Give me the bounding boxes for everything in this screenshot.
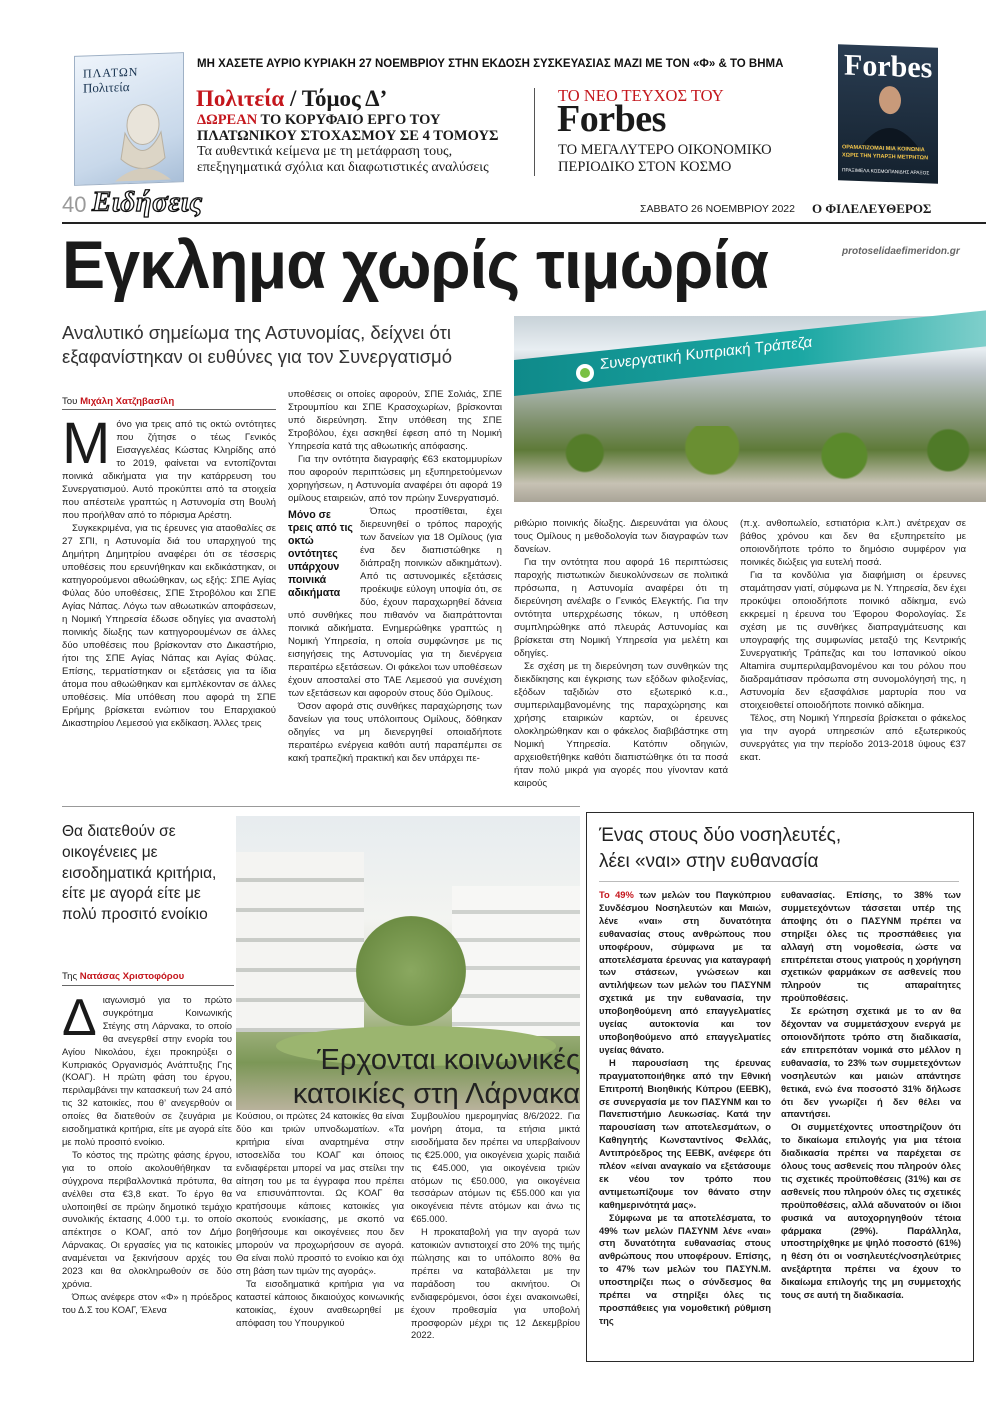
bank-building-photo [514,316,986,502]
social-housing-render [236,816,580,1110]
main-col4-p1: (π.χ. ανθοπωλείο, εστιατόρια κ.λπ.) ανέτρεχαν σε βάθος χρόνου και δεν θα εξυπηρετείτο με οποιονδήποτε τρόπο το δημόσιο συμφέρον για ποινικές διώξεις για ευτελή ποσά. [740,518,966,568]
main-col3-p2: Για την οντότητα που αφορά 16 περιπτώσεις παροχής πιστωτικών διευκολύνσεων σε πολιτικά πρόσωπα, η Αστυνομία αναφέρει ότι τη διερεύνηση ανέλαβε ο Γενικός Ελεγκτής. Για την οντότητα υπερχρέωσης τόκων, η υπόθεση συμπληρώθηκε από πλευράς Αστυνομίας και βρίσκεται στη Νομική Υπηρεσία για μελέτη και οδηγίες. [514,557,728,659]
promo-divider [534,88,535,176]
housing-dropcap: Δ [62,989,97,1047]
housing-byline-name: Νατάσας Χριστοφόρου [79,971,185,982]
main-col4-p2: Για τα κονδύλια για διαφήμιση οι έρευνες σταμάτησαν γιατί, σύμφωνα με Ν. Υπηρεσία, δεν έχει προκύψει οποιοδήποτε ποινικό αδίκημα, ενώ εκκρεμεί η έρευνα του Έφορου Φορολογίας. Σε σχέση με τις συνθήκες διαπραγμάτευσης και υπογραφής της συμφωνίας μεταξύ της Κεντρικής Συνεργατικής Τράπεζας και του Ισπανικού οίκου Altamira συμπεριλαμβανομένου και του ρόλου που διαδραμάτισαν πρόσωπα στη συνομολόγησή της, η Αστυνομία δεν εξασφάλισε μαρτυρία που να στοιχειοθετεί οποιοδήποτε ποινικό αδίκημα. [740,570,966,711]
issue-date: ΣΑΒΒΑΤΟ 26 ΝΟΕΜΒΡΙΟΥ 2022 [640,203,795,215]
housing-col-1 [62,989,232,1386]
euthanasia-headline-2: λέει «ναι» στην ευθανασία [599,851,819,872]
main-col4-p3: Τέλος, στη Νομική Υπηρεσία βρίσκεται ο φάκελος για την αγορά υπηρεσιών από εξωτερικούς συνεργάτες για την περίοδο 2013-2018 ύψους €37 εκατ. [740,713,966,763]
promo-top-banner: ΜΗ ΧΑΣΕΤΕ ΑΥΡΙΟ ΚΥΡΙΑΚΗ 27 ΝΟΕΜΒΡΙΟΥ ΣΤΗΝ ΕΚΔΟΣΗ ΣΥΣΚΕΥΑΣΙΑΣ ΜΑΖΙ ΜΕ ΤΟΝ «Φ» & ΤΟ ΒΗΜΑ [197,58,784,70]
housing-col3-p2: Η προκαταβολή για την αγορά των κατοικιών αντιστοιχεί στο 20% της τιμής πώλησης και το υπόλοιπο 80% θα πρέπει να καταβάλλεται με την παράδοση του ακινήτου. Οι ενδιαφερόμενοι, όσοι έχει ανακοινωθεί, έχουν προθεσμία για υποβολή προσφορών μέχρι τις 12 Δεκεμβρίου 2022. [411,1226,580,1341]
housing-headline-2: κατοικίες στη Λάρνακα [292,1078,580,1110]
bank-logo-icon [574,362,596,384]
main-col2-p2b: Όπως προστίθεται, έχει διερευνηθεί ο τρόπος παροχής των δανείων για 18 Ομίλους (για ένα δεν διαπιστώθηκε η διάπραξη ποινικών αδικημάτων). Από τις αστυνομικές εξετάσεις προέκυψε εύλογη υποψία ότι, σε δύο, έχουν παραχωρηθεί δάνεια υπό συνθήκες που πιθανόν να διαπράττονται ποινικά αδικήματα. Ενημερώθηκε γραπτώς η Νομική Υπηρεσία, η οποία συμφώνησε με τις εισηγήσεις της Αστυνομίας για τη διενέργεια περαιτέρω εξετάσεων. Οι φάκελοι των υποθέσεων έχουν αποσταλεί στο ΤΑΕ Λεμεσού για συνέχιση των εξετάσεων και αφορούν στους δύο Ομίλους. [288,506,502,699]
euthanasia-headline-1: Ένας στους δύο νοσηλευτές, [599,825,842,846]
housing-byline: Της Νατάσας Χριστοφόρου [62,971,185,982]
forbes-cover-logo: Forbes [844,48,933,85]
header-rule [62,222,986,224]
housing-col1-lead: ιαγωνισμό για το πρώτο συγκρότημα Κοινωνικής Στέγης στη Λάρνακα, το οποίο θα ανεγερθεί στην ενορία του Αγίου Νικολάου, έχει προκηρύξει ο Κυπριακός Οργανισμός Ανάπτυξης Γης (ΚΟΑΓ). Η πρώτη φάση του έργου, περιλαμβάνει την κατασκευή των 24 από τις 32 κατοικίες, που θ’ ανεγερθούν οι οποίες θα διατεθούν σε ζευγάρια με εισοδηματικά κριτήρια, είτε με αγορά είτε με πολύ προσιτό ενοίκιο. [62,994,232,1147]
book-volume: / Τόμος Δ’ [284,86,388,111]
euthanasia-col1-p3: Σύμφωνα με τα αποτελέσματα, το 49% των μελών ΠΑΣΥΝΜ λένε «ναι» στη δυνατότητα ευθανασίας στους ανθρώπους που υποφέρουν. Επίσης, το 47% των μελών του ΠΑΣΥΝ.Μ. υποστηρίζει πως ο σύνδεσμος θα πρέπει να στηρίξει όλες τις προσπάθειες για νομοθετική ρύθμιση της [599,1211,771,1326]
housing-col-2 [236,1110,404,1386]
book-cover-image [74,52,184,186]
housing-col1-p3: Όπως ανέφερε στον «Φ» η πρόεδρος του Δ.Σ του ΚΟΑΓ, Έλενα [62,1290,232,1315]
section-title: Ειδήσεις [92,186,203,218]
forbes-cover-line-1: ΟΡΑΜΑΤΙΖΟΜΑΙ ΜΙΑ ΚΟΙΝΩΝΙΑ [842,144,925,154]
main-col2-p2a: Για την οντότητα διαγραφής €63 εκατομμυρίων που αφορούν περιπτώσεις μη εξυπηρετούμενων χορηγήσεων, η Αστυνομία αναφέρει ότι αφορά 19 ομίλους εταιρειών, από τον πρώην Συνεργατισμό. [288,454,502,504]
gift-line-2: ΠΛΑΤΩΝΙΚΟΥ ΣΤΟΧΑΣΜΟΥ ΣΕ 4 ΤΟΜΟΥΣ [197,128,499,144]
book-cover-author: ΠΛΑΤΩΝ [83,64,139,81]
main-col2-p3: Όσον αφορά στις συνθήκες παραχώρησης των δανείων για τους υπόλοιπους Ομίλους, δόθηκαν οδηγίες να μη διενεργηθεί οποιαδήποτε περαιτέρω ενέργεια καθότι αυτή παραπέμπει σε κακή τραπεζική πρακτική και δεν υπάρχει πε- [288,701,502,764]
forbes-desc-1: ΤΟ ΜΕΓΑΛΥΤΕΡΟ ΟΙΚΟΝΟΜΙΚΟ [558,142,772,158]
bank-sign: Συνεργατική Κυπριακή Τράπεζα [600,333,813,373]
plato-bust-icon [109,97,173,181]
gift-line-1: ΔΩΡΕΑΝ ΤΟ ΚΟΡΥΦΑΙΟ ΕΡΓΟ ΤΟΥ [197,112,441,128]
euthanasia-col2-p1: ευθανασίας. Επίσης, το 38% των συμμετεχόντων τάσσεται υπέρ της άποψης ότι ο ΠΑΣΥΝΜ πρέπει να στηρίξει όλες τις προσπάθειες για αλλαγή στη νομοθεσία, ώστε να επιτρέπεται στους γιατρούς η χορήγηση σχετικών φαρμάκων σε ασθενείς που πληρούν τις απαραίτητες προϋποθέσεις. [781,889,961,1004]
main-byline: Του Μιχάλη Χατζηβασίλη [62,396,175,407]
courtyard-tree [356,916,466,1026]
promo-strip [0,0,992,186]
housing-col-3 [411,1110,580,1386]
main-headline: Εγκλημα χωρίς τιμωρία [62,227,769,303]
orange-trees [514,426,986,480]
main-col-3 [514,517,728,789]
euthanasia-col2-p3: Οι συμμετέχοντες υποστηρίζουν ότι το δικαίωμα επιλογής για μια τέτοια διαδικασία πρέπει να παρέχεται σε όλους τους ασθενείς που πληρούν όλες τις σχετικές προϋποθέσεις (31%) και σε ασθενείς που πληρούν όλες τις σχετικές προϋποθέσεις, αλλά αδυνατούν οι ίδιοι φυσικά να αυτοχορηγηθούν τέτοια φάρμακα (29%). Παράλληλα, υποστηρίχθηκε με ψηλό ποσοστό (61%) η θέση ότι οι νοσηλευτές/νοσηλεύτριες ανεξάρτητα πρέπει να έχουν το δικαίωμα επιλογής της μη συμμετοχής τους σε αυτή τη διαδικασία. [781,1121,961,1301]
gift-desc-2: επεξηγηματικά σχόλια και διαφωτιστικές αναλύσεις [197,160,489,175]
gift-free-label: ΔΩΡΕΑΝ [197,112,258,128]
main-col3-p3: Σε σχέση με τη διερεύνηση των συνθηκών της διεκδίκησης και έγκρισης των εξόδων φιλοξενίας, εξόδων ταξιδιών στο εξωτερικό κ.α., συμπεριλαμβανομένης της παραχώρησης και χρήσης εταιρικών καρτών, οι έρευνες ολοκληρώθηκαν και ο φάκελος διαβιβάστηκε στη Νομική Υπηρεσία. Κατόπιν οδηγιών, αρχειοθετήθηκε καθότι διαπιστώθηκε ότι τα ποσά ήταν πολύ μικρά για αγορές που γίνονταν κατά καιρούς [514,661,728,789]
page-number: 40 [62,192,87,217]
euthanasia-rule [599,881,959,882]
forbes-cover-line-3: ΠΡΑΞΙΜΕΛΑ ΚΟΣΜΟΠΑΝΙΔΗΣ ΑΡΑΞΟΣ [842,168,930,177]
forbes-desc-2: ΠΕΡΙΟΔΙΚΟ ΣΤΟΝ ΚΟΣΜΟ [558,159,732,175]
main-subhead-2: εξαφανίστηκαν οι ευθύνες για τον Συνεργατισμό [62,346,452,367]
main-col-4 [740,517,966,763]
housing-col2-p2: Τα εισοδηματικά κριτήρια για να καταστεί κάποιος δικαιούχος κοινωνικής κατοικίας, έχουν αναθεωρηθεί με απόφαση του Υπουργικού [236,1277,404,1328]
forbes-cover-line-2: ΧΩΡΙΣ ΤΗΝ ΥΠΑΡΞΗ ΜΕΤΡΗΤΩΝ [842,152,929,162]
housing-kicker: Θα διατεθούν σε οικογένειες με εισοδηματικά κριτήρια, είτε με αγορά είτε με πολύ προσιτό ενοίκιο [62,823,217,924]
forbes-name: Forbes [557,98,666,140]
forbes-kicker: ΤΟ ΝΕΟ ΤΕΥΧΟΣ ΤΟΥ [558,86,724,105]
euthanasia-lead-percent: Το 49% [599,889,634,900]
housing-col3-p1: Συμβουλίου ημερομηνίας 8/6/2022. Για μονήρη άτομα, τα ετήσια μικτά εισοδήματα δεν πρέπει να υπερβαίνουν τις €25.000, για οικογένεια χωρίς παιδιά τις €45.000, για οικογένεια τριών ατόμων τις €50.000, για οικογένεια τεσσάρων ατόμων τις €55.000 και για οικογένεια πέντε ατόμων και άνω τις €65.000. [411,1110,580,1225]
paper-name: Ο ΦΙΛΕΛΕΥΘΕΡΟΣ [812,201,932,216]
cover-portrait-icon [860,79,920,147]
housing-col1-p2: Το κόστος της πρώτης φάσης έργου, για το οποίο ακολουθήθηκαν τα σύγχρονα περιβαλλοντικά πρότυπα, θα ανέλθει στα €3,8 εκατ. Το έργο θα υλοποιηθεί σε πρώην δημοτικό τεμάχιο συνολικής έκτασης 4.000 τ.μ. το οποίο απέκτησε ο ΚΟΑΓ, από τον Δήμο Λάρνακας. Οι εργασίες για τις κατοικίες αναμένεται να ξεκινήσουν αρχές του 2023 και θα ολοκληρωθούν σε δύο χρόνια. [62,1148,232,1289]
euthanasia-box [586,812,974,1362]
main-col2-top: υποθέσεις οι οποίες αφορούν, ΣΠΕ Σολιάς, ΣΠΕ Στρουμπίου και ΣΠΕ Κρασοχωρίων, βρίσκονται υπό διερεύνηση. Στην υπόθεση της ΣΠΕ Στροβόλου, έχει ασκηθεί έφεση από τη Νομική Υπηρεσία κατά της αθωωτικής απόφασης. [288,389,502,452]
main-dropcap: M [62,411,111,476]
euthanasia-col1-p2: Η παρουσίαση της έρευνας πραγματοποιήθηκε από την Εθνική Επιτροπή Βιοηθικής Κύπρου (ΕΕΒΚ), σε συνεργασία με τον ΠΑΣΥΝΜ και το Πανεπιστήμιο Λευκωσίας. Κατά την παρουσίαση των αποτελεσμάτων, ο Καθηγητής Κωνσταντίνος Φελλάς, Αντιπρόεδρος της ΕΕΒΚ, ανέφερε ότι πλέον «είναι αναγκαίο να εξετάσουμε εκ νέου τον τρόπο που αντιμετωπίζουμε τον θάνατο στην καθημερινότητά μας». [599,1056,771,1210]
main-col1-lead: όνο για τρεις από τις οκτώ οντότητες που ζήτησε ο τέως Γενικός Εισαγγελέας Κώστας Κληρίδης από το 2019, φαίνεται να εντοπίζονται ποινικά αδικήματα για την κατάρρευση του Συνεργατισμού. Αυτό προκύπτει από τα στοιχεία που απέστειλε γραπτώς η Αστυνομία στη Βουλή που προήλθαν από το πόρισμα Αρέστη. [62,419,276,521]
pullquote-box: Μόνο σε τρεις από τις οκτώ οντότητες υπάρχουν ποινικά αδικήματα [288,509,353,599]
byline-rule [62,409,276,410]
main-col-1 [62,411,276,740]
forbes-cover-image [838,44,938,183]
housing-headline-1: Έρχονται κοινωνικές [317,1044,580,1076]
site-watermark: protoselidaefimeridon.gr [842,246,960,257]
main-byline-name: Μιχάλη Χατζηβασίλη [80,396,175,407]
section-rule [62,806,580,807]
euthanasia-col1-lead: Το 49% των μελών του Παγκύπριου Συνδέσμου Νοσηλευτών και Μαιών, λένε «ναι» στη δυνατότητα ευθανασίας στους ανθρώπους που υποφέρουν, σύμφωνα με τα αποτελέσματα έρευνας για καταγραφή των στάσεων, γνώσεων και αντιλήψεων των μελών του ΠΑΣΥΝΜ σχετικά με την ευθανασία, την υποβοηθούμενη από επαγγελματίες υγείας αυτοκτονία και τον υποβοηθούμενο από επαγγελματίες υγείας θάνατο. [599,889,771,1055]
gift-desc-1: Τα αυθεντικά κείμενα με τη μετάφραση τους, [197,144,453,159]
main-subhead-1: Αναλυτικό σημείωμα της Αστυνομίας, δείχνει ότι [62,322,451,343]
main-col3-p1: ριθώριο ποινικής δίωξης. Διερευνάται για όλους τους Ομίλους η μεθοδολογία των διαγραφών των δανείων. [514,518,728,555]
book-cover-title: Πολιτεία [83,78,130,96]
building-right [452,886,580,1036]
euthanasia-col-2 [781,889,961,1351]
housing-byline-rule [62,985,234,986]
building-left [236,852,364,1032]
book-title-line [196,86,387,112]
housing-col2-p1: Κούσιου, οι πρώτες 24 κατοικίες θα είναι δύο και τριών υπνοδωματίων. «Τα κριτήρια είναι αναρτημένα στην ιστοσελίδα του ΚΟΑΓ και όποιος ενδιαφέρεται μπορεί να μας στείλει την αίτηση του με τα έγγραφα που πρέπει να επισυνάπτονται. Ως ΚΟΑΓ θα κρατήσουμε κάποιες κατοικίες για σκοπούς ενοικίασης, με σκοπό να βοηθήσουμε και οικογένειες που δεν μπορούν να προχωρήσουν σε αγορά. Θα είναι πολύ προσιτό το ενοίκιο και όχι στη βάση των τιμών της αγοράς». [236,1110,404,1276]
main-col-2 [288,388,502,764]
main-col1-p2: Συγκεκριμένα, για τις έρευνες για αταοθαλίες σε 27 ΣΠΙ, η Αστυνομία διά του υπαρχηγού της Δημήτρη Δημητρίου αναφέρει ότι σε τέσσερις υποθέσεις που ερευνήθηκαν και εκδικάστηκαν, οι κατηγορούμενοι αθωώθηκαν, ως εξής: ΣΠΕ Αγίας Φύλας δύο υποθέσεις, ΣΠΕ Στροβόλου και ΣΠΕ Αγίας Νάπας. Λόγω των αθωωτικών αποφάσεων, η Νομική Υπηρεσία έδωσε οδηγίες για αναστολή ποινικής δίωξης των κατηγορουμένων σε άλλες δύο υποθέσεις που βρίσκονταν στο Δικαστήριο, ήτοι της ΣΠΕ Αγίας Νάπας και Αγίας Φύλας. Επίσης, τερματίστηκαν οι εξετάσεις για τα ίδια άτομα που αθωώθηκαν και εμπλέκονταν σε άλλες υποθέσεις. Μία υπόθεση που αφορά τη ΣΠΕ Ερήμης βρίσκεται ενώπιον του Επαρχιακού Δικαστηρίου Λεμεσού για εκδίκαση. Άλλες τρεις [62,523,276,729]
euthanasia-col-1 [599,889,771,1351]
book-title: Πολιτεία [196,86,285,111]
euthanasia-col2-p2: Σε ερώτηση σχετικά με το αν θα δέχονταν να συμμετάσχουν ενεργά με οποιονδήποτε τρόπο στη διαδικασία, εάν επιτρεπόταν νομικά στο μέλλον η ευθανασία, το 23% των συμμετεχόντων νοσηλευτών και μαιών απάντησε θετικά, ενώ ένα ποσοστό 31% δήλωσε ότι δεν γνωρίζει ή δεν θέλει να απαντήσει. [781,1005,961,1120]
